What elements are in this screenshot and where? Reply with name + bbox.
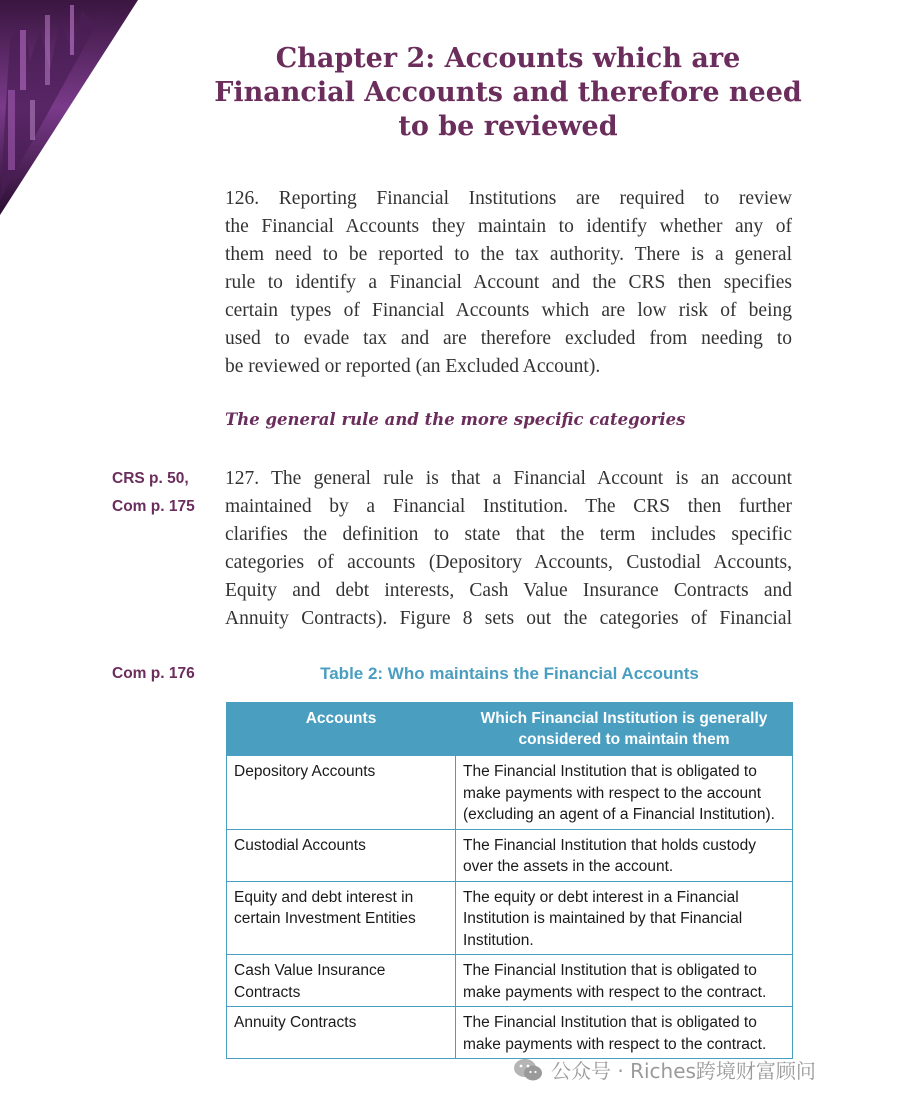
institution-cell: The Financial Institution that is obligated to make payments with respect to the account (excluding an agent of a Financial Institution). <box>456 756 793 830</box>
title-line: Chapter 2: Accounts which are <box>275 43 741 74</box>
account-type-cell: Equity and debt interest in certain Investment Entities <box>227 881 456 955</box>
table-row <box>227 829 793 881</box>
title-line: to be reviewed <box>398 111 618 142</box>
text-line: maintained by a Financial Institution. The CRS then further <box>225 496 792 517</box>
text-line: Annuity Contracts). Figure 8 sets out the categories of Financial <box>225 608 792 629</box>
table-row <box>227 881 793 955</box>
column-header-accounts: Accounts <box>227 703 456 756</box>
paragraph-127 <box>225 465 792 633</box>
section-subheading: The general rule and the more specific categories <box>225 410 686 429</box>
institution-cell: The equity or debt interest in a Financial Institution is maintained by that Financial Institution. <box>456 881 793 955</box>
account-type-cell: Custodial Accounts <box>227 829 456 881</box>
text-line: used to evade tax and are therefore excluded from needing to <box>225 328 792 349</box>
account-type-cell: Depository Accounts <box>227 756 456 830</box>
financial-accounts-table <box>226 702 793 1059</box>
text-line: 127. The general rule is that a Financial Account is an account <box>225 468 792 489</box>
account-type-cell: Annuity Contracts <box>227 1007 456 1059</box>
text-line: them need to be reported to the tax authority. There is a general <box>225 244 792 265</box>
text-line: categories of accounts (Depository Accounts, Custodial Accounts, <box>225 552 792 573</box>
table-row <box>227 955 793 1007</box>
text-line: be reviewed or reported (an Excluded Account). <box>225 356 601 377</box>
column-header-institution: Which Financial Institution is generally considered to maintain them <box>456 703 793 756</box>
watermark <box>513 1055 816 1084</box>
chapter-title <box>210 42 806 144</box>
table-header-row <box>227 703 793 756</box>
account-type-cell: Cash Value Insurance Contracts <box>227 955 456 1007</box>
wechat-icon <box>513 1057 543 1083</box>
table-title: Table 2: Who maintains the Financial Accounts <box>320 664 699 683</box>
text-line: clarifies the definition to state that the term includes specific <box>225 524 792 545</box>
text-line: certain types of Financial Accounts which are low risk of being <box>225 300 792 321</box>
margin-reference-127 <box>112 465 195 521</box>
table-row <box>227 1007 793 1059</box>
title-line: Financial Accounts and therefore need <box>214 77 802 108</box>
table-row <box>227 756 793 830</box>
corner-cityscape-image <box>0 0 140 230</box>
text-line: 126. Reporting Financial Institutions are required to review <box>225 188 792 209</box>
paragraph-126 <box>225 185 792 381</box>
text-line: Equity and debt interests, Cash Value Insurance Contracts and <box>225 580 792 601</box>
margin-reference-table: Com p. 176 <box>112 665 195 682</box>
text-line: rule to identify a Financial Account and the CRS then specifies <box>225 272 792 293</box>
margin-reference-line: Com p. 175 <box>112 498 195 515</box>
watermark-text: 公众号 · Riches跨境财富顾问 <box>551 1059 816 1083</box>
margin-reference-line: CRS p. 50, <box>112 470 189 487</box>
text-line: the Financial Accounts they maintain to identify whether any of <box>225 216 792 237</box>
institution-cell: The Financial Institution that holds custody over the assets in the account. <box>456 829 793 881</box>
institution-cell: The Financial Institution that is obligated to make payments with respect to the contract. <box>456 955 793 1007</box>
institution-cell: The Financial Institution that is obligated to make payments with respect to the contract. <box>456 1007 793 1059</box>
